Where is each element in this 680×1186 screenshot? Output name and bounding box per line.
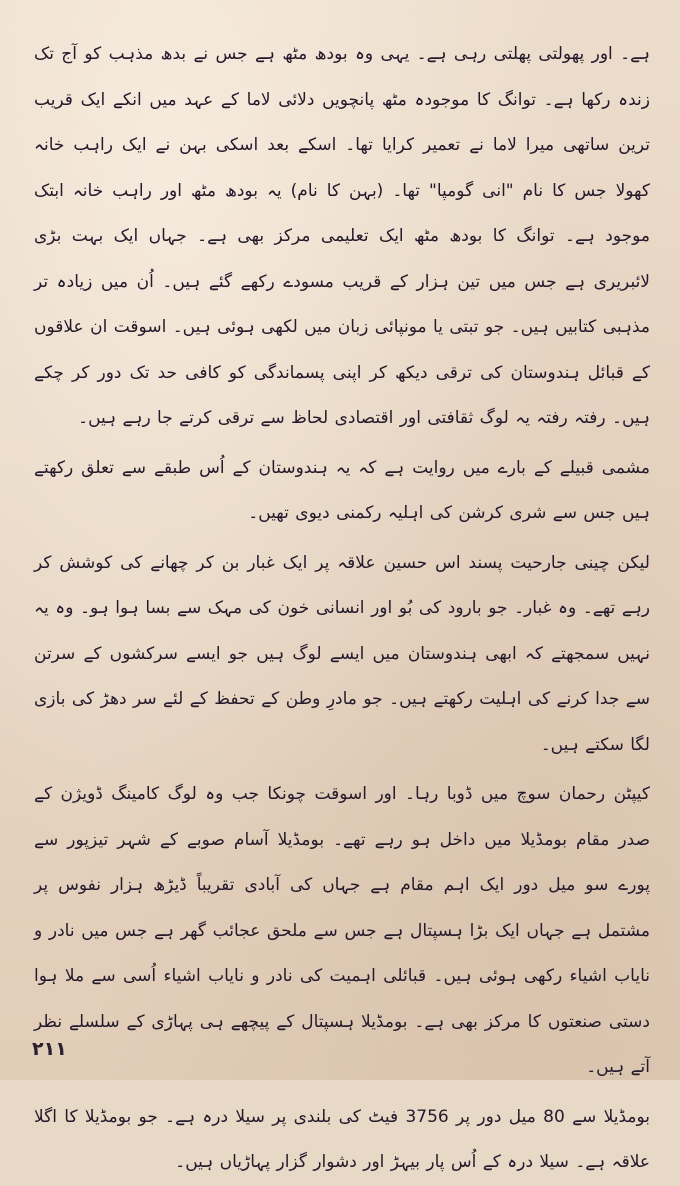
page-number: ۲۱۱ [32,1038,67,1060]
paragraph-1: ہے۔ اور پھولتی پھلتی رہی ہے۔ یہی وہ بودھ مٹھ ہے جس نے بدھ مذہب کو آج تک زندہ رکھا ہے۔ توانگ کا موجودہ مٹھ پانچویں دلائی لاما کے عہد میں انکے ایک قریب ترین ساتھی میرا لاما نے تعمیر کرایا تھا۔ اسکے بعد اسکی بہن نے ایک راہب خانہ کھولا جس کا نام "انی گومپا" تھا۔ (بہن کا نام) یہ بودھ مٹھ اور راہب خانہ ابتک موجود ہے۔ توانگ کا بودھ مٹھ ایک تعلیمی مرکز بھی ہے۔ جہاں ایک بہت بڑی لائبریری ہے جس میں تین ہزار کے قریب مسودے رکھے گئے ہیں۔ اُن میں زیادہ تر مذہبی کتابیں ہیں۔ جو تبتی یا مونپائی زبان میں لکھی ہوئی ہیں۔ اسوقت ان علاقوں کے قبائل ہندوستان کی ترقی دیکھ کر اپنی پسماندگی کو کافی حد تک دور کر چکے ہیں۔ رفتہ رفتہ یہ لوگ ثقافتی اور اقتصادی لحاظ سے ترقی کرتے جا رہے ہیں۔ [34,44,650,428]
paragraph-4: کیپٹن رحمان سوچ میں ڈوبا رہا۔ اور اسوقت چونکا جب وہ لوگ کامینگ ڈویژن کے صدر مقام بومڈیلا میں داخل ہو رہے تھے۔ بومڈیلا آسام صوبے کے شہر تیزپور سے پورے سو میل دور ایک اہم مقام ہے جہاں کی آبادی تقریباً ڈیڑھ ہزار نفوس پر مشتمل ہے جہاں ایک بڑا ہسپتال ہے جس سے ملحق عجائب گھر ہے جس میں نادر و نایاب اشیاء رکھی ہوئی ہیں۔ قبائلی اہمیت کی نادر و نایاب اشیاء اُسی سے ملا ہوا دستی صنعتوں کا مرکز بھی ہے۔ بومڈیلا ہسپتال کے پیچھے ہی پہاڑی کے سلسلے نظر آتے ہیں۔ [34,784,650,1077]
paragraph-2: مشمی قبیلے کے بارے میں روایت ہے کہ یہ ہندوستان کے اُس طبقے سے تعلق رکھتے ہیں جس سے شری کرشن کی اہلیہ رکمنی دیوی تھیں۔ [34,457,650,523]
paragraph-5: بومڈیلا سے 80 میل دور پر 3756 فیٹ کی بلندی پر سیلا درہ ہے۔ جو بومڈیلا کا اگلا علاقہ ہے۔ سیلا درہ کے اُس پار بیہڑ اور دشوار گزار پہاڑیاں ہیں۔ [34,1106,650,1172]
page-text [34,32,650,1186]
paragraph-3: لیکن چینی جارحیت پسند اس حسین علاقہ پر ایک غبار بن کر چھانے کی کوشش کر رہے تھے۔ وہ غبار۔ جو بارود کی بُو اور انسانی خون کی مہک سے بسا ہوا ہو۔ وہ یہ نہیں سمجھتے کہ ابھی ہندوستان میں ایسے لوگ ہیں جو ایسے سرکشوں کے سرتن سے جدا کرنے کی اہلیت رکھتے ہیں۔ جو مادرِ وطن کے تحفظ کے لئے سر دھڑ کی بازی لگا سکتے ہیں۔ [34,552,650,755]
